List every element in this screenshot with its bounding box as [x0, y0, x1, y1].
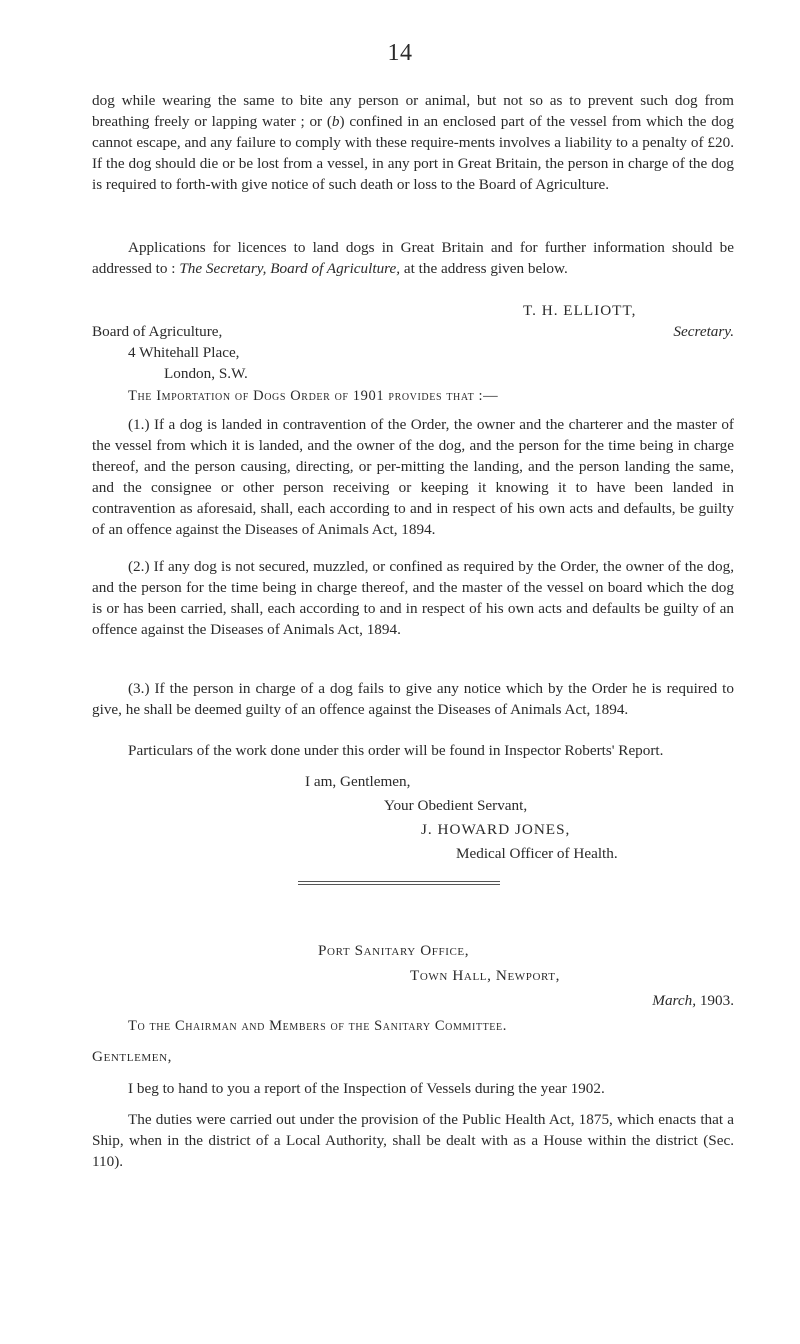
particulars-paragraph: Particulars of the work done under this order will be found in Inspector Roberts' Report. — [128, 742, 664, 759]
officer-title: Medical Officer of Health. — [456, 845, 618, 862]
report-paragraph: I beg to hand to you a report of the Inspection of Vessels during the year 1902. — [128, 1080, 605, 1097]
divider — [298, 881, 500, 882]
closing-line: Your Obedient Servant, — [384, 797, 528, 814]
hall-heading: Town Hall, Newport, — [410, 967, 561, 984]
page-number: 14 — [387, 40, 413, 66]
signatory-title: Secretary. — [673, 323, 734, 340]
office-heading: Port Sanitary Office, — [318, 942, 470, 959]
provision-3: (3.) If the person in charge of a dog fails to give any notice which by the Order he is required to give, he shall be deemed guilty of an offence against the Diseases of Animals Act, 1894. — [92, 680, 734, 718]
divider — [298, 884, 500, 885]
salutation: Gentlemen, — [92, 1048, 173, 1065]
applications-paragraph: Applications for licences to land dogs in Great Britain and for further information should be addressed to : The Secretary, Board of Agriculture, at the address given below. — [92, 239, 734, 277]
addressee-line: To the Chairman and Members of the Sanitary Committee. — [128, 1018, 507, 1034]
addressee-italic: The Secretary, Board of Agriculture, — [179, 260, 401, 277]
signatory-name: T. H. ELLIOTT, — [523, 302, 637, 319]
duties-paragraph: The duties were carried out under the provision of the Public Health Act, 1875, which enacts that a Ship, when in the district of a Local Authority, shall be dealt with as a House within the district (Sec. 110). — [92, 1111, 734, 1170]
address-line: Board of Agriculture, — [92, 323, 223, 340]
closing-line: I am, Gentlemen, — [305, 773, 411, 790]
officer-name: J. HOWARD JONES, — [421, 821, 571, 838]
order-heading: The Importation of Dogs Order of 1901 provides that :— — [128, 388, 499, 404]
provision-1: (1.) If a dog is landed in contravention of the Order, the owner and the charterer and the master of the vessel from which it is landed, and the owner of the dog, and the person for the time being in charge thereof, and the person causing, directing, or per-mitting the landing, and the person landing the same, and the consignee or other person receiving or keeping it knowing it to have been landed in contravention as aforesaid, shall, each according to and in respect of his own acts and defaults, be guilty of an offence against the Diseases of Animals Act, 1894. — [92, 416, 734, 538]
address-line: London, S.W. — [164, 365, 248, 382]
address-line: 4 Whitehall Place, — [128, 344, 240, 361]
provision-2: (2.) If any dog is not secured, muzzled, or confined as required by the Order, the owner of the dog, and the person for the time being in charge thereof, and the master of the vessel on board which the dog is or has been carried, shall, each according to and in respect of his own acts and defaults be guilty of an offence against the Diseases of Animals Act, 1894. — [92, 558, 734, 638]
continuation-paragraph: dog while wearing the same to bite any person or animal, but not so as to prevent such dog from breathing freely or lapping water ; or (b) confined in an enclosed part of the vessel from which the dog cannot escape, and any failure to comply with these require-ments involves a liability to a penalty of £20. If the dog should die or be lost from a vessel, in any port in Great Britain, the person in charge of the dog is required to forth-with give notice of such death or loss to the Board of Agriculture. — [92, 92, 734, 193]
report-date: March, 1903. — [652, 992, 734, 1009]
